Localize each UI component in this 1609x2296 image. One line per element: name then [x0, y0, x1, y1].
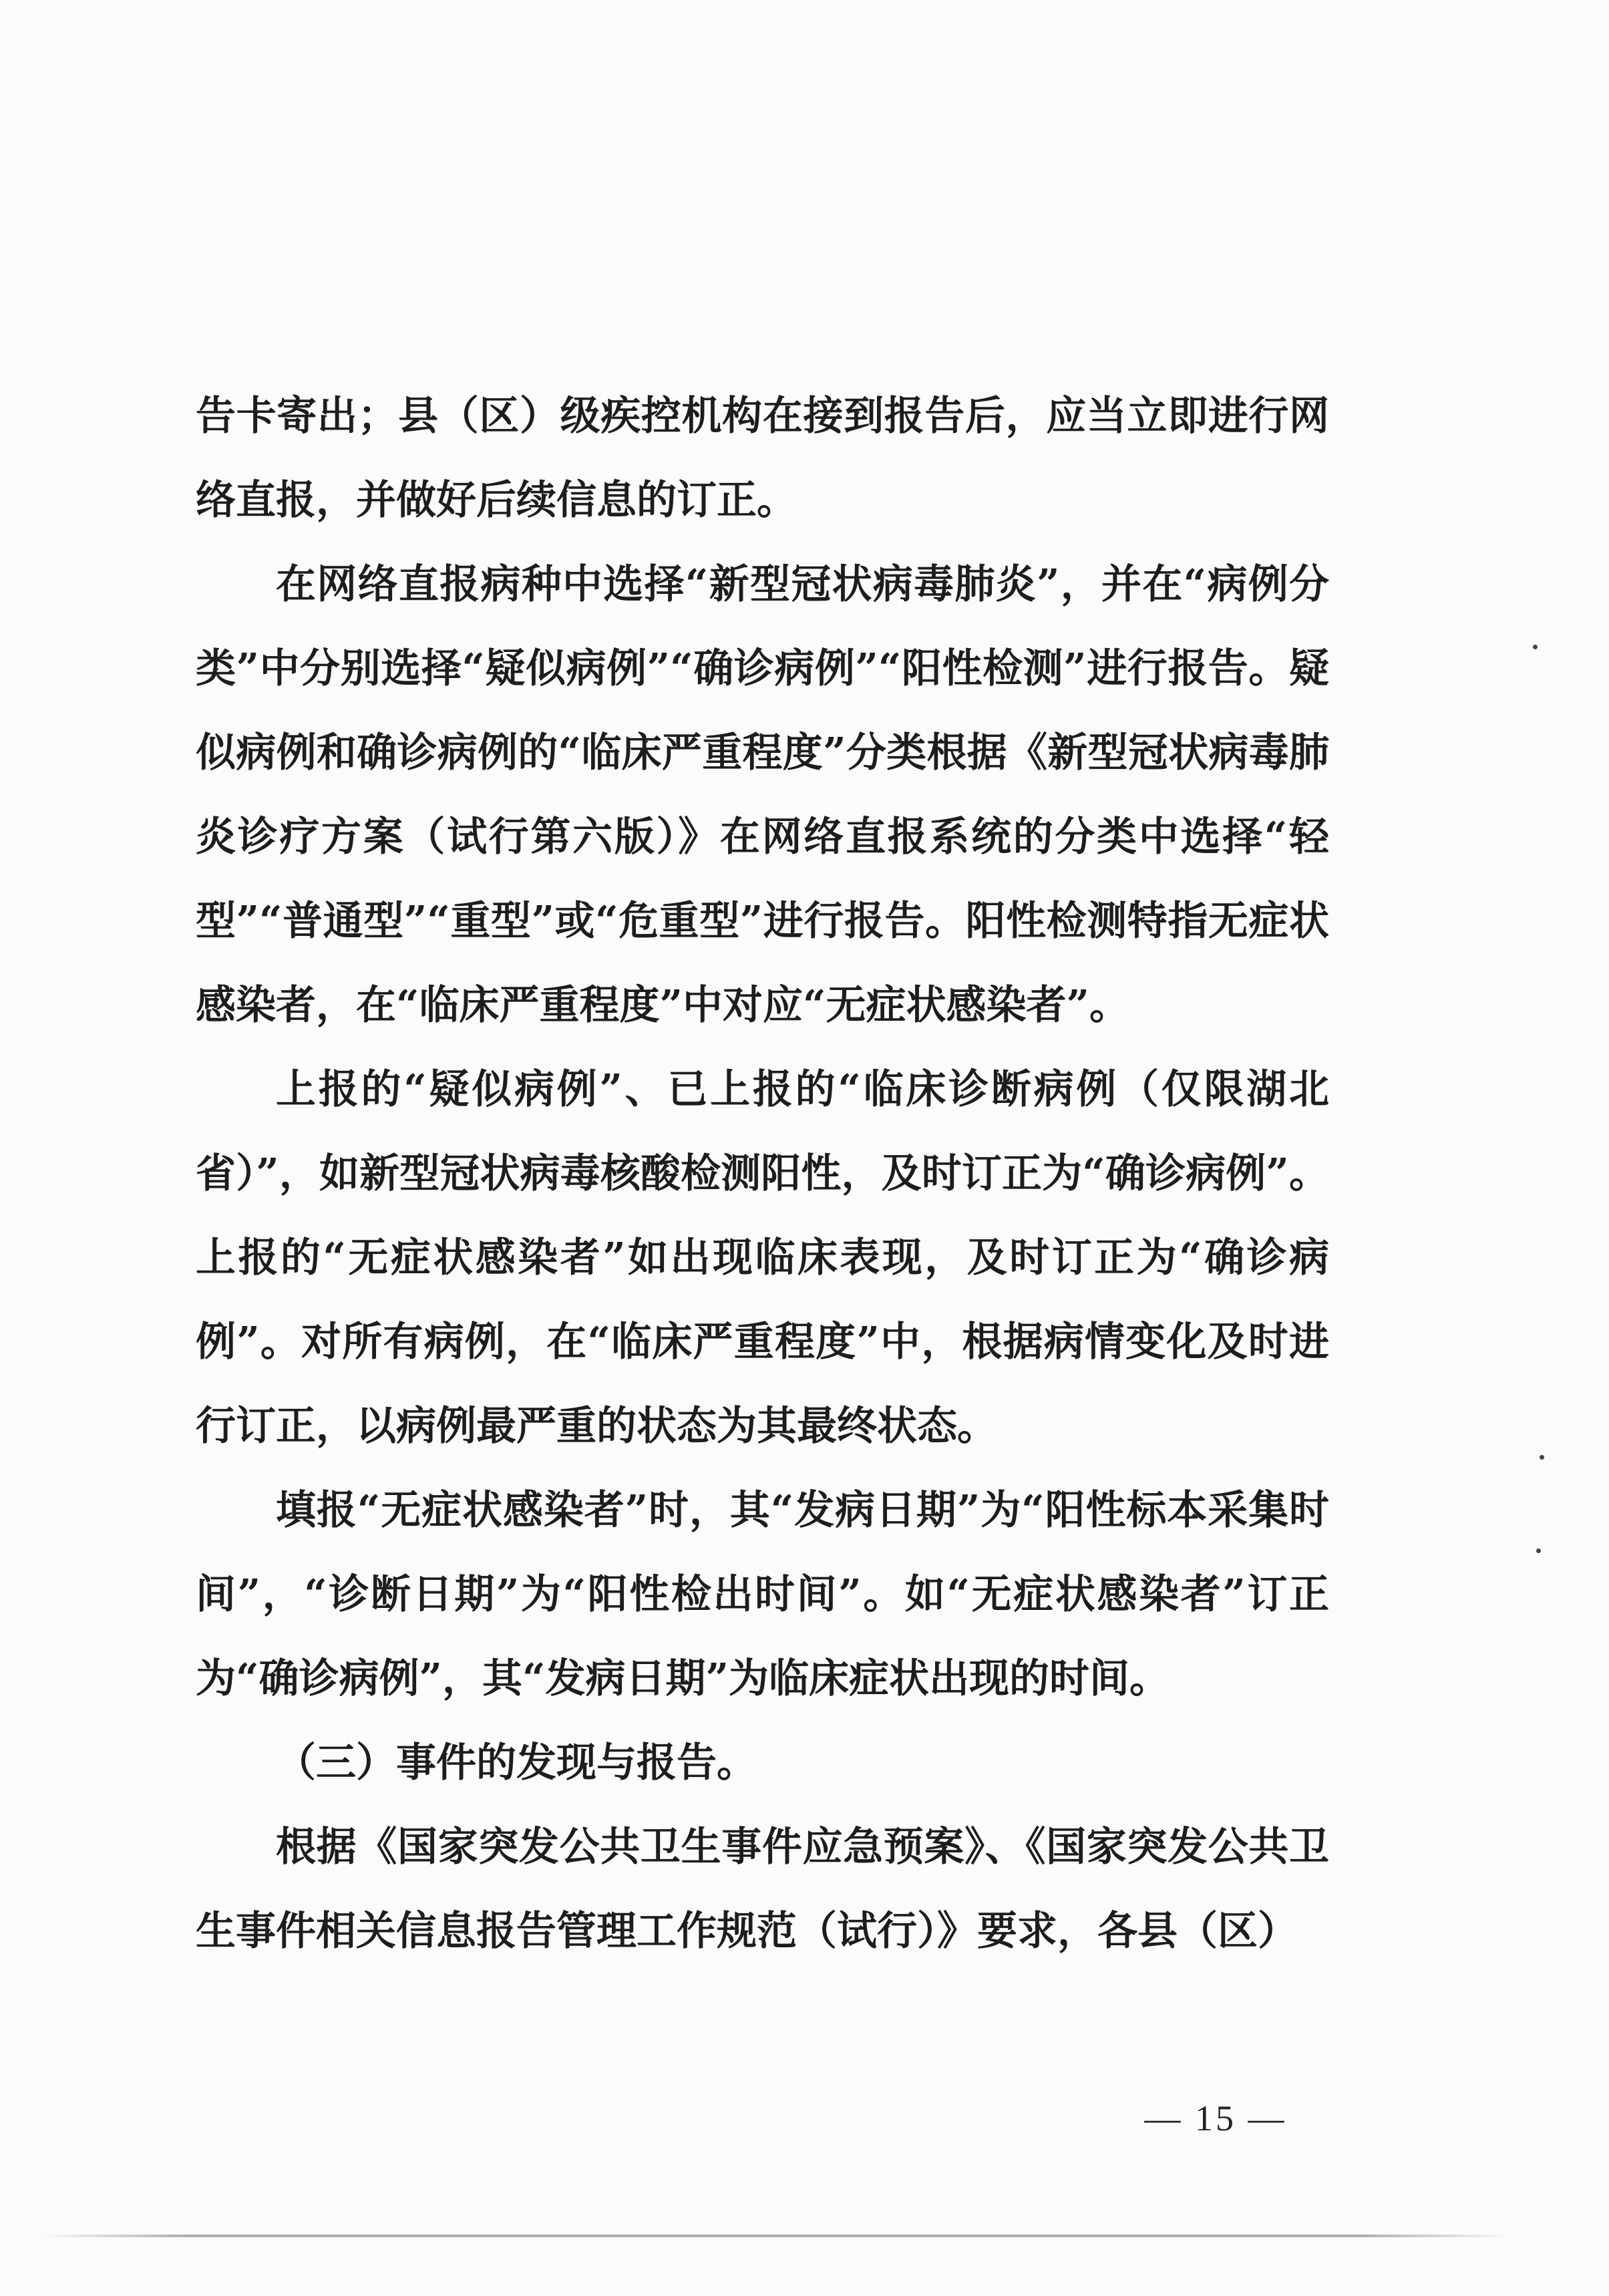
document-body	[196, 374, 1329, 1973]
paragraph-asymptomatic-dates: 填报“无症状感染者”时，其“发病日期”为“阳性标本采集时间”，“诊断日期”为“阳性检出时间”。如“无症状感染者”订正为“确诊病例”，其“发病日期”为临床症状出现的时间。	[196, 1487, 1329, 1702]
paragraph-report-card-continuation: 告卡寄出；县（区）级疾控机构在接到报告后，应当立即进行网络直报，并做好后续信息的订正。	[196, 393, 1329, 524]
paragraph-network-reporting: 在网络直报病种中选择“新型冠状病毒肺炎”，并在“病例分类”中分别选择“疑似病例”“确诊病例”“阳性检测”进行报告。疑似病例和确诊病例的“临床严重程度”分类根据《新型冠状病毒肺炎诊疗方案（试行第六版）》在网络直报系统的分类中选择“轻型”“普通型”“重型”或“危重型”进行报告。阳性检测特指无症状感染者，在“临床严重程度”中对应“无症状感染者”。	[196, 561, 1329, 1029]
page-number: — 15 —	[1144, 2098, 1287, 2138]
paragraph-case-correction: 上报的“疑似病例”、已上报的“临床诊断病例（仅限湖北省）”，如新型冠状病毒核酸检测阳性，及时订正为“确诊病例”。上报的“无症状感染者”如出现临床表现，及时订正为“确诊病例”。对所有病例，在“临床严重程度”中，根据病情变化及时进行订正，以病例最严重的状态为其最终状态。	[196, 1066, 1329, 1450]
section-heading-event-discovery: （三）事件的发现与报告。	[276, 1740, 757, 1786]
scan-speck	[1540, 1455, 1544, 1460]
scan-speck	[1536, 1548, 1541, 1553]
paragraph-emergency-plan: 根据《国家突发公共卫生事件应急预案》、《国家突发公共卫生事件相关信息报告管理工作规范（试行）》要求，各县（区）	[196, 1824, 1329, 1955]
scan-edge-line	[40, 2235, 1509, 2237]
scan-speck	[1533, 645, 1538, 649]
